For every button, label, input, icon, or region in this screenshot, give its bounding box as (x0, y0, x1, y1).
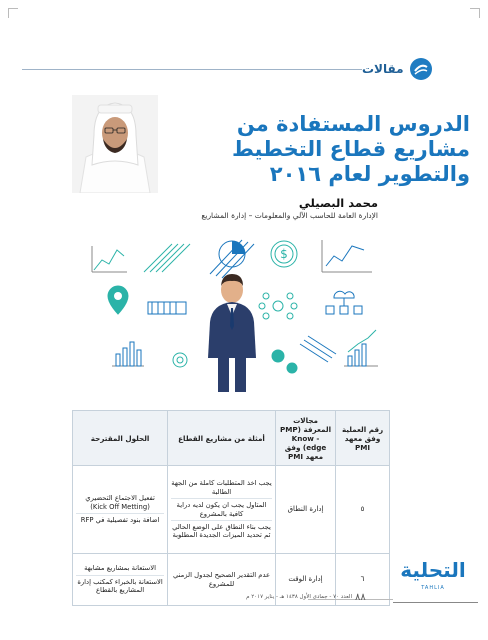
factory-icon (148, 302, 186, 314)
header-solutions: الحلول المقترحة (73, 411, 168, 466)
businessman-figure (208, 274, 256, 392)
dollar-sign-icon: $ (280, 247, 288, 261)
cell-knowledge-area: إدارة الوقت (275, 554, 335, 606)
bar-chart-icon-2 (344, 330, 378, 366)
solution-item: الاستعانة بالخبراء كمكتب إدارة المشاريع بالقطاع (77, 577, 163, 595)
location-pin-icon (108, 286, 128, 314)
bar-chart-icon (112, 342, 144, 366)
lessons-table (72, 410, 390, 606)
cell-examples (168, 466, 276, 554)
cloud-server-icon (326, 291, 362, 314)
line-chart-icon-2 (322, 240, 372, 272)
header-knowledge-area: مجالات المعرفة (PMP Know - edge) وفق معهد PMI (275, 411, 335, 466)
pie-chart-shape (219, 241, 245, 267)
growth-arrows-icon (144, 244, 190, 272)
cell-process-no: ٦ (336, 554, 390, 606)
logo-subtext: TAHLIA (421, 585, 445, 591)
gear-icon (173, 353, 187, 367)
solution-item: تفعيل الاجتماع التحضيري (Kick Off Metting) (76, 492, 164, 514)
crop-mark-right (470, 8, 480, 18)
author-photo (72, 95, 158, 193)
business-illustration (72, 226, 390, 394)
author-name: محمد البصيلي (298, 196, 378, 210)
author-affiliation: الإدارة العامة للحاسب الآلي والمعلومات – إدارة المشاريع (201, 211, 378, 220)
diagonal-lines-icon (300, 336, 336, 362)
gears-icon (272, 350, 297, 373)
footer-rule (393, 602, 478, 603)
section-badge (362, 57, 472, 81)
tahlia-logo (393, 558, 473, 598)
title-line-3: والتطوير لعام ٢٠١٦ (269, 162, 470, 186)
title-line-1: الدروس المستفادة من (236, 112, 470, 136)
table-row (73, 466, 390, 554)
solution-item: اضافة بنود تفصيلية في RFP (80, 516, 160, 525)
header-rule (22, 69, 362, 70)
example-item: يجب اخذ المتطلبات كاملة من الجهة الطالبة (171, 477, 272, 499)
network-icon (259, 293, 297, 319)
swoosh-logo-icon (410, 58, 432, 80)
crop-mark-left (8, 8, 18, 18)
section-label: مقالات (362, 62, 404, 76)
cell-process-no: ٥ (336, 466, 390, 554)
cell-knowledge-area: إدارة النطاق (275, 466, 335, 554)
line-chart-icon (92, 246, 127, 272)
page-number: ٨٨ (355, 592, 366, 603)
example-item: عدم التقدير الصحيح لجدول الزمني للمشروع (172, 571, 271, 588)
title-line-2: مشاريع قطاع التخطيط (232, 137, 470, 161)
header-examples: أمثلة من مشاريع القطاع (168, 411, 276, 466)
logo-text: التحلية (400, 558, 466, 582)
example-item: المتاول يجب ان يكون لديه دراية كافية بالمشروع (171, 499, 272, 521)
cell-solutions (73, 466, 168, 554)
article-title (165, 112, 470, 187)
header-process-no: رقم العملية وفق معهد PMI (336, 411, 390, 466)
solution-item: الاستعانة بمشاريع مشابهة (76, 562, 164, 575)
example-item: يجب بناء النطاق على الوضع الحالي ثم تحديد الميزات الجديدة المطلوبة (172, 522, 271, 540)
issue-info: العدد ٧٠ - جمادى الأول ١٤٣٨ هـ - يناير ٢٠١٧ م (246, 594, 352, 600)
cell-solutions (73, 554, 168, 606)
